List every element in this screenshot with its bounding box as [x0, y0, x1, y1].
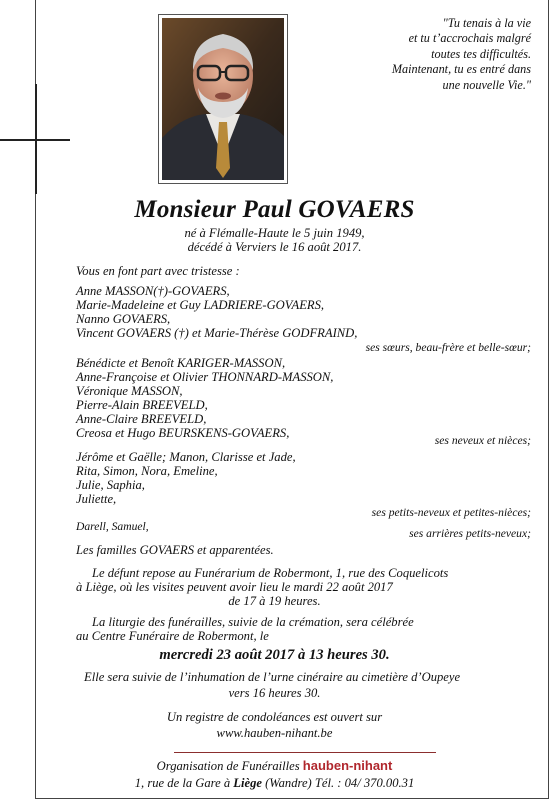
footer-separator: [174, 752, 436, 753]
cross-horizontal-bar: [0, 139, 70, 141]
ceremony-date-time: mercredi 23 août 2017 à 13 heures 30.: [159, 647, 390, 663]
quote-line: "Tu tenais à la vie: [442, 16, 531, 30]
quote-line: Maintenant, tu es entré dans: [391, 62, 531, 77]
relative-line: Anne-Claire BREEVELD,: [76, 412, 207, 426]
relative-line: Anne-Françoise et Olivier THONNARD-MASSON,: [76, 370, 334, 384]
quote-line: une nouvelle Vie.": [442, 77, 531, 92]
relative-line: Rita, Simon, Nora, Emeline,: [76, 464, 218, 478]
relative-line: Marie-Madeleine et Guy LADRIERE-GOVAERS,: [76, 298, 325, 312]
address-suffix: (Wandre) Tél. : 04/ 370.00.31: [265, 776, 415, 790]
families-line: Les familles GOVAERS et apparentées.: [76, 543, 274, 557]
relation-label: ses arrières petits-neveux;: [409, 527, 531, 540]
relative-line: Jérôme et Gaëlle; Manon, Clarisse et Jade,: [76, 450, 296, 464]
portrait-image: [162, 18, 284, 180]
relative-line: Creosa et Hugo BEURSKENS-GOVAERS,: [76, 426, 290, 440]
relation-label: ses sœurs, beau-frère et belle-sœur;: [365, 341, 531, 354]
register-line: Un registre de condoléances est ouvert sur: [166, 710, 383, 724]
birth-death-info: [0, 226, 549, 254]
memorial-quote: [311, 16, 531, 93]
relative-line: Julie, Saphia,: [76, 478, 145, 492]
rest-line: à Liège, où les visites peuvent avoir lieu le mardi 22 août 2017: [76, 580, 393, 594]
inhumation-line: vers 16 heures 30.: [228, 686, 321, 700]
rest-line: de 17 à 19 heures.: [228, 594, 321, 608]
relative-line: Juliette,: [76, 492, 117, 506]
address-city: Liège: [233, 776, 262, 790]
relative-line: Vincent GOVAERS (†) et Marie-Thérèse GODFRAIND,: [76, 326, 358, 340]
deceased-name: Monsieur Paul GOVAERS: [134, 196, 415, 223]
org-prefix: Organisation de Funérailles: [156, 759, 300, 773]
liturgy-line: au Centre Funéraire de Robermont, le: [76, 629, 269, 643]
liturgy-line: La liturgie des funérailles, suivie de la crémation, sera célébrée: [92, 615, 414, 629]
death-line: décédé à Verviers le 16 août 2017.: [187, 240, 362, 254]
footer-organisation: [0, 759, 549, 773]
relative-line: Darell, Samuel,: [76, 520, 149, 533]
quote-line: et tu t’accrochais malgré: [408, 31, 531, 46]
relative-line: Pierre-Alain BREEVELD,: [76, 398, 208, 412]
quote-line: toutes tes difficultés.: [431, 46, 531, 61]
relative-line: Véronique MASSON,: [76, 384, 183, 398]
condolence-link[interactable]: www.hauben-nihant.be: [216, 726, 333, 740]
footer-address: [0, 776, 549, 790]
inhumation-line: Elle sera suivie de l’inhumation de l’urne cinéraire au cimetière d’Oupeye: [84, 670, 461, 684]
birth-line: né à Flémalle-Haute le 5 juin 1949,: [184, 226, 365, 240]
relative-line: Nanno GOVAERS,: [76, 312, 171, 326]
relation-label: ses petits-neveux et petites-nièces;: [371, 506, 531, 519]
portrait-photo: [158, 14, 288, 184]
brand-logo-text: hauben-nihant: [302, 758, 393, 773]
rest-line: Le défunt repose au Funérarium de Robermont, 1, rue des Coquelicots: [92, 566, 449, 580]
address-prefix: 1, rue de la Gare à: [134, 776, 231, 790]
relative-line: Bénédicte et Benoît KARIGER-MASSON,: [76, 356, 286, 370]
intro-line: Vous en font part avec tristesse :: [76, 264, 240, 278]
relation-label: ses neveux et nièces;: [434, 434, 531, 447]
relative-line: Anne MASSON(†)-GOVAERS,: [76, 284, 230, 298]
